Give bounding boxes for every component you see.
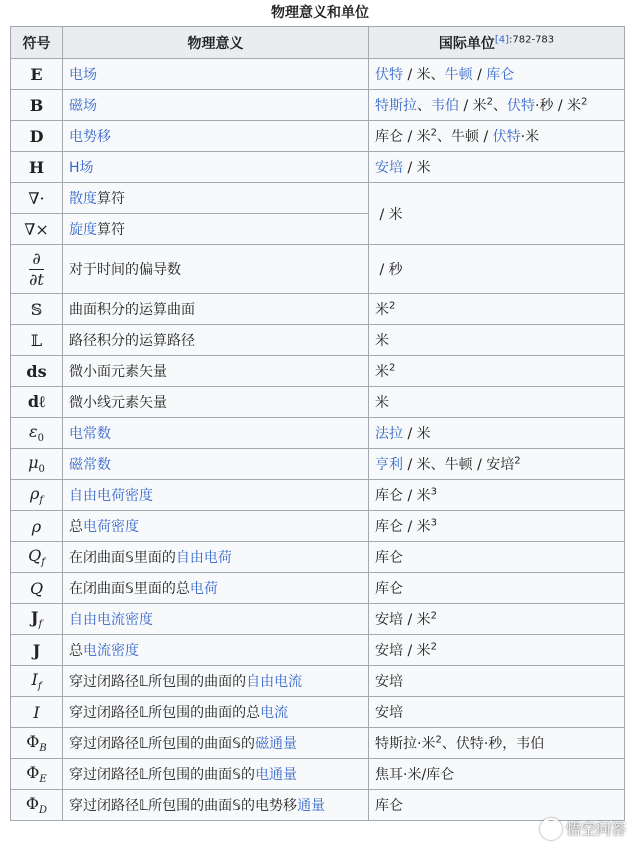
text-segment: 库仑: [375, 798, 403, 814]
unit-cell: [369, 728, 625, 759]
table-row: [11, 573, 625, 604]
text-segment: f: [39, 495, 44, 507]
meaning-cell: [63, 183, 369, 214]
symbol-cell: [11, 728, 63, 759]
text-segment: 微小线元素矢量: [69, 395, 167, 411]
text-segment: 2: [389, 362, 396, 374]
text-segment: 、: [417, 98, 431, 114]
meaning-cell: [63, 387, 369, 418]
text-segment: I: [31, 669, 38, 689]
meaning-cell: [63, 152, 369, 183]
wiki-link[interactable]: 库仑: [486, 67, 515, 83]
text-segment: f: [37, 681, 42, 693]
text-segment: D: [39, 805, 48, 817]
text-segment: Φ: [26, 762, 40, 782]
wiki-link[interactable]: 磁常数: [69, 457, 111, 473]
text-segment: 微小面元素矢量: [69, 364, 167, 380]
wiki-link[interactable]: 特斯拉: [375, 98, 417, 114]
unit-cell: [369, 356, 625, 387]
table-row: [11, 121, 625, 152]
symbol-cell: [11, 635, 63, 666]
meaning-cell: [63, 121, 369, 152]
text-segment: / 米: [459, 98, 487, 114]
text-segment: 3: [430, 517, 437, 529]
symbol-cell: [11, 59, 63, 90]
meaning-cell: [63, 449, 369, 480]
text-segment: 穿过闭路径𝕃所包围的曲面的: [69, 674, 247, 690]
symbol-cell: [11, 387, 63, 418]
symbol-cell: [11, 245, 63, 294]
text-segment: 算符: [97, 222, 125, 238]
symbol-cell: [11, 542, 63, 573]
table-row: [11, 759, 625, 790]
symbol-cell: [11, 759, 63, 790]
unit-cell: [369, 542, 625, 573]
header-unit: [369, 27, 625, 59]
text-segment: ρ: [29, 483, 40, 503]
meaning-cell: [63, 790, 369, 821]
text-segment: ·秒 / 米: [535, 98, 582, 114]
text-segment: ∇·: [28, 188, 45, 208]
table-row: [11, 152, 625, 183]
text-segment: D: [29, 126, 44, 146]
text-segment: Q: [29, 578, 44, 598]
table-row: [11, 790, 625, 821]
text-segment: 库仑 / 米: [375, 129, 431, 145]
text-segment: E: [30, 64, 43, 84]
symbol-cell: [11, 697, 63, 728]
header-meaning: 物理意义: [63, 27, 369, 59]
text-segment: f: [38, 619, 43, 631]
meaning-cell: [63, 294, 369, 325]
fraction-numerator: ∂: [29, 249, 44, 270]
unit-cell: [369, 245, 625, 294]
table-row: [11, 90, 625, 121]
unit-cell: [369, 666, 625, 697]
text-segment: f: [41, 557, 45, 569]
text-segment: 库仑 / 米: [375, 519, 431, 535]
symbol-cell: [11, 183, 63, 214]
unit-cell: [369, 90, 625, 121]
table-row: [11, 511, 625, 542]
table-row: [11, 697, 625, 728]
unit-cell: [369, 121, 625, 152]
text-segment: 总: [69, 519, 83, 535]
text-segment: 、伏特·秒，韦伯: [441, 736, 545, 752]
text-segment: B: [29, 95, 44, 115]
meaning-cell: [63, 759, 369, 790]
meaning-cell: [63, 511, 369, 542]
text-segment: 2: [581, 96, 588, 108]
symbol-cell: [11, 511, 63, 542]
text-segment: 曲面积分的运算曲面: [69, 302, 195, 318]
reference-link[interactable]: [4]: [494, 33, 509, 45]
text-segment: 米: [375, 364, 389, 380]
text-segment: 在闭曲面𝕊里面的: [69, 550, 176, 566]
unit-cell: [369, 418, 625, 449]
meaning-cell: [63, 418, 369, 449]
text-segment: 0: [37, 433, 44, 445]
symbol-cell: [11, 90, 63, 121]
meaning-cell: [63, 573, 369, 604]
text-segment: 、: [493, 98, 507, 114]
text-segment: 路径积分的运算路径: [69, 333, 195, 349]
text-segment: 安培 / 米: [375, 612, 431, 628]
text-segment: Q: [28, 545, 42, 565]
text-segment: 安培 / 米: [375, 643, 431, 659]
text-segment: 2: [430, 127, 437, 139]
watermark-text: 悟空问答: [565, 819, 626, 838]
text-segment: / 米、牛顿 / 安培: [403, 457, 515, 473]
text-segment: 2: [430, 641, 437, 653]
text-segment: μ: [28, 452, 39, 472]
meaning-cell: [63, 59, 369, 90]
meaning-cell: [63, 214, 369, 245]
unit-cell: [369, 604, 625, 635]
meaning-cell: [63, 728, 369, 759]
table-row: [11, 604, 625, 635]
table-row: [11, 480, 625, 511]
wiki-link[interactable]: 韦伯: [431, 98, 459, 114]
table-row: [11, 728, 625, 759]
symbol-cell: [11, 449, 63, 480]
table-row: [11, 59, 625, 90]
table-row: [11, 635, 625, 666]
text-segment: E: [39, 774, 47, 786]
text-segment: J: [32, 640, 41, 660]
text-segment: 总: [69, 643, 83, 659]
unit-cell: [369, 152, 625, 183]
table-row: [11, 183, 625, 214]
text-segment: 库仑 / 米: [375, 488, 431, 504]
meaning-cell: [63, 356, 369, 387]
text-segment: 安培: [375, 705, 403, 721]
wiki-link[interactable]: 电势移: [69, 129, 111, 145]
unit-cell: [369, 183, 625, 245]
text-segment: ·米: [520, 129, 540, 145]
text-segment: 在闭曲面𝕊里面的总: [69, 581, 190, 597]
text-segment: 2: [389, 300, 396, 312]
unit-cell: [369, 59, 625, 90]
wiki-link[interactable]: 磁通量: [255, 736, 298, 752]
wiki-link[interactable]: 安培: [375, 160, 403, 176]
wiki-link[interactable]: 电荷: [189, 581, 218, 597]
text-segment: dℓ: [27, 392, 46, 411]
unit-cell: [369, 790, 625, 821]
wiki-link[interactable]: 伏特: [375, 67, 403, 83]
text-segment: 安培: [375, 674, 403, 690]
wiki-link[interactable]: 亨利: [375, 457, 403, 473]
wiki-link[interactable]: 旋度: [69, 222, 97, 238]
table-row: [11, 449, 625, 480]
wiki-link[interactable]: 散度: [69, 191, 97, 207]
text-segment: 对于时间的偏导数: [69, 262, 181, 278]
reference-pages: :782-783: [509, 33, 555, 45]
text-segment: 2: [514, 455, 521, 467]
table-row: [11, 245, 625, 294]
meaning-cell: [63, 480, 369, 511]
partial-derivative-fraction: [29, 249, 44, 290]
table-row: [11, 294, 625, 325]
unit-cell: [369, 387, 625, 418]
unit-cell: [369, 294, 625, 325]
text-segment: 米: [375, 333, 389, 349]
text-segment: ds: [26, 361, 47, 381]
wiki-link[interactable]: H场: [69, 160, 94, 176]
meaning-cell: [63, 604, 369, 635]
symbol-cell: [11, 604, 63, 635]
units-table: [10, 26, 625, 821]
wiki-link[interactable]: 电荷密度: [83, 519, 139, 535]
text-segment: Φ: [25, 793, 40, 813]
symbol-cell: [11, 325, 63, 356]
text-segment: 2: [435, 734, 442, 746]
unit-cell: [369, 697, 625, 728]
text-segment: 穿过闭路径𝕃所包围的曲面𝕊的: [69, 767, 256, 783]
symbol-cell: [11, 418, 63, 449]
table-caption: 物理意义和单位: [271, 5, 369, 21]
meaning-cell: [63, 697, 369, 728]
meaning-cell: [63, 245, 369, 294]
text-segment: ρ: [31, 516, 42, 536]
meaning-cell: [63, 635, 369, 666]
symbol-cell: [11, 294, 63, 325]
text-segment: 穿过闭路径𝕃所包围的曲面的总: [69, 705, 261, 721]
wiki-link[interactable]: 自由电荷: [175, 550, 232, 566]
symbol-cell: [11, 573, 63, 604]
wiki-link[interactable]: 电流密度: [83, 643, 139, 659]
table-row: [11, 666, 625, 697]
text-segment: 穿过闭路径𝕃所包围的曲面𝕊的: [69, 736, 256, 752]
table-row: [11, 325, 625, 356]
unit-cell: [369, 759, 625, 790]
meaning-cell: [63, 90, 369, 121]
table-row: [11, 418, 625, 449]
symbol-cell: [11, 214, 63, 245]
symbol-cell: [11, 121, 63, 152]
text-segment: Φ: [26, 731, 40, 751]
text-segment: 特斯拉·米: [375, 736, 436, 752]
text-segment: / 米: [375, 206, 403, 223]
wiki-link[interactable]: 通量: [297, 798, 326, 814]
text-segment: 米: [375, 395, 389, 411]
meaning-cell: [63, 325, 369, 356]
text-segment: 焦耳·米/库仑: [375, 767, 455, 783]
text-segment: 米: [375, 302, 389, 318]
text-segment: 3: [430, 486, 437, 498]
unit-cell: [369, 573, 625, 604]
text-segment: / 米、: [403, 67, 445, 83]
wiki-link[interactable]: 牛顿: [444, 67, 473, 83]
meaning-cell: [63, 542, 369, 573]
meaning-cell: [63, 666, 369, 697]
text-segment: / 米: [403, 426, 431, 442]
text-segment: / 米: [403, 160, 431, 176]
unit-cell: [369, 325, 625, 356]
wiki-link[interactable]: 磁场: [69, 98, 97, 114]
text-segment: ε: [29, 421, 38, 441]
watermark-logo-icon: [540, 818, 562, 840]
wiki-link[interactable]: 电通量: [255, 767, 298, 783]
unit-cell: [369, 635, 625, 666]
header-unit-label: 国际单位: [438, 35, 495, 52]
text-segment: 𝕊: [30, 299, 43, 319]
header-symbol: 符号: [11, 27, 63, 59]
text-segment: 0: [38, 464, 45, 476]
table-row: [11, 542, 625, 573]
text-segment: B: [39, 743, 47, 755]
symbol-cell: [11, 666, 63, 697]
text-segment: 穿过闭路径𝕃所包围的曲面𝕊的电势移: [69, 798, 298, 814]
text-segment: 2: [430, 610, 437, 622]
text-segment: 、牛顿 /: [437, 129, 493, 145]
unit-cell: [369, 511, 625, 542]
wiki-link[interactable]: 伏特: [507, 98, 535, 114]
wiki-link[interactable]: 法拉: [375, 426, 403, 442]
table-row: [11, 387, 625, 418]
text-segment: 𝕃: [30, 330, 43, 350]
wiki-link[interactable]: 电常数: [69, 426, 111, 442]
symbol-cell: [11, 790, 63, 821]
text-segment: 算符: [97, 191, 125, 207]
text-segment: I: [33, 702, 40, 722]
symbol-cell: [11, 480, 63, 511]
text-segment: /: [472, 67, 487, 83]
symbol-cell: [11, 356, 63, 387]
wiki-link[interactable]: 电流: [260, 705, 289, 721]
text-segment: 库仑: [375, 581, 403, 597]
text-segment: J: [30, 607, 39, 627]
table-row: [11, 356, 625, 387]
wiki-link[interactable]: 电场: [69, 67, 97, 83]
text-segment: 2: [486, 96, 493, 108]
text-segment: ∇×: [24, 219, 49, 239]
header-row: [11, 27, 625, 59]
wiki-link[interactable]: 自由电流密度: [69, 612, 153, 628]
text-segment: 库仑: [375, 550, 403, 566]
wiki-link[interactable]: 自由电荷密度: [69, 488, 153, 504]
wiki-link[interactable]: 伏特: [492, 129, 521, 145]
fraction-denominator: ∂t: [29, 269, 44, 289]
wiki-link[interactable]: 自由电流: [246, 674, 303, 690]
unit-cell: [369, 449, 625, 480]
watermark: [540, 818, 626, 841]
symbol-cell: [11, 152, 63, 183]
unit-cell: [369, 480, 625, 511]
text-segment: H: [28, 157, 45, 177]
text-segment: / 秒: [375, 262, 403, 278]
